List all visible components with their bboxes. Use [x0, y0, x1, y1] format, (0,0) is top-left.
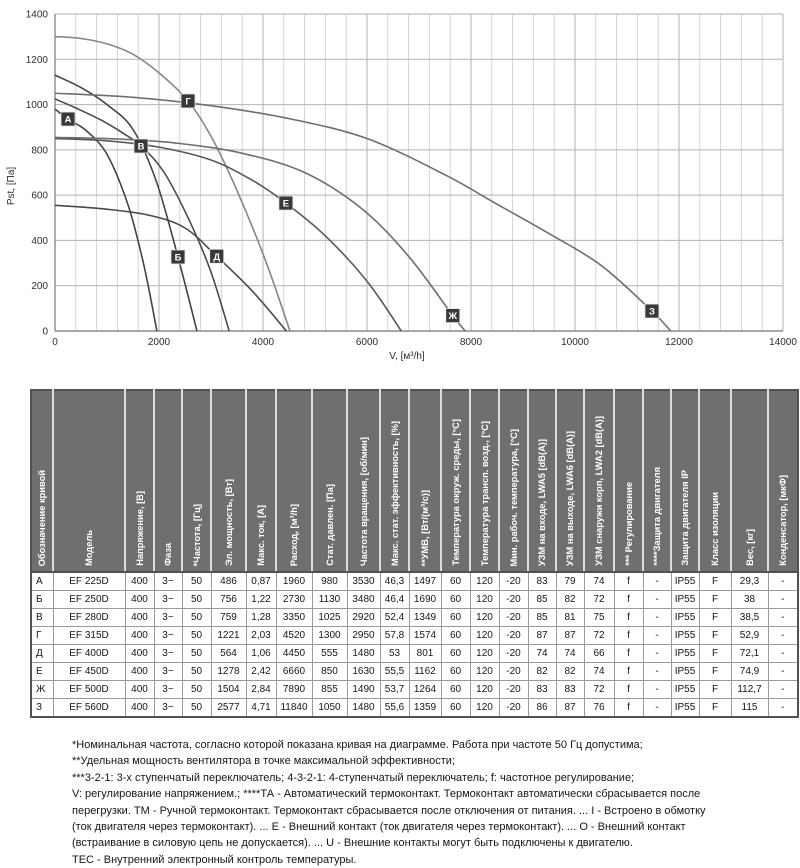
- cell: -20: [499, 645, 528, 663]
- col-header: [768, 390, 798, 572]
- cell: 60: [441, 663, 470, 681]
- cell: 801: [409, 645, 441, 663]
- cell: З: [31, 699, 53, 718]
- table-row: [31, 699, 798, 718]
- curve-З: [55, 93, 671, 331]
- cell: 2,42: [246, 663, 276, 681]
- cell: -: [643, 591, 671, 609]
- curve-label-Б: Б: [174, 252, 182, 264]
- cell: -: [643, 627, 671, 645]
- cell: 555: [312, 645, 347, 663]
- col-header: [312, 390, 347, 572]
- cell: 3~: [154, 681, 182, 699]
- cell: 60: [441, 572, 470, 591]
- y-tick-label: 1200: [25, 54, 48, 66]
- cell: f: [614, 645, 643, 663]
- spec-table: [30, 389, 799, 718]
- cell: 50: [182, 591, 211, 609]
- footnote-line: (ток двигателя через термоконтакт). ... Е - Внешний контакт (ток двигателя через термоконтакт). ... О - Внешний контакт: [72, 821, 686, 834]
- col-header: [276, 390, 312, 572]
- cell: 53,7: [380, 681, 409, 699]
- cell: 400: [125, 591, 154, 609]
- cell: 46,4: [380, 591, 409, 609]
- cell: 855: [312, 681, 347, 699]
- col-header: [556, 390, 584, 572]
- cell: Ж: [31, 681, 53, 699]
- cell: 400: [125, 645, 154, 663]
- cell: F: [699, 572, 731, 591]
- col-header-label: Частота вращения, [об/мин]: [358, 437, 369, 566]
- cell: -: [768, 572, 798, 591]
- cell: 1960: [276, 572, 312, 591]
- cell: 74: [584, 572, 614, 591]
- x-tick-label: 14000: [769, 337, 797, 348]
- table-row: [31, 627, 798, 645]
- cell: -: [768, 645, 798, 663]
- curve-label-Ж: Ж: [448, 311, 458, 323]
- cell: 1504: [211, 681, 246, 699]
- cell: 2730: [276, 591, 312, 609]
- cell: 81: [556, 609, 584, 627]
- cell: IP55: [671, 591, 699, 609]
- cell: 1,28: [246, 609, 276, 627]
- cell: 3~: [154, 572, 182, 591]
- cell: IP55: [671, 663, 699, 681]
- col-header-label: Модель: [84, 530, 94, 566]
- cell: 400: [125, 609, 154, 627]
- cell: 120: [470, 591, 499, 609]
- cell: EF 250D: [53, 591, 125, 609]
- cell: 120: [470, 681, 499, 699]
- cell: 1300: [312, 627, 347, 645]
- footnote-line: перегрузки. ТМ - Ручной термоконтакт. Термоконтакт сбрасывается после отключения от питания. ... I - Встроено в обмотку: [72, 804, 706, 817]
- cell: -: [643, 681, 671, 699]
- y-axis-title: Pst, [Па]: [6, 166, 17, 206]
- col-header: [731, 390, 768, 572]
- cell: 60: [441, 609, 470, 627]
- cell: -: [643, 663, 671, 681]
- cell: 3~: [154, 627, 182, 645]
- cell: 2577: [211, 699, 246, 718]
- footnote-line: ***3-2-1: 3-х ступенчатый переключатель; 4-3-2-1: 4-ступенчатый переключатель; f: частотное регулирование;: [72, 771, 635, 784]
- cell: -20: [499, 591, 528, 609]
- y-tick-label: 400: [31, 235, 48, 247]
- cell: 79: [556, 572, 584, 591]
- cell: 50: [182, 609, 211, 627]
- cell: 72: [584, 627, 614, 645]
- fan-performance-chart: [0, 0, 800, 372]
- y-tick-label: 200: [31, 281, 48, 293]
- cell: 400: [125, 572, 154, 591]
- cell: f: [614, 572, 643, 591]
- cell: IP55: [671, 699, 699, 718]
- cell: 3~: [154, 591, 182, 609]
- cell: EF 500D: [53, 681, 125, 699]
- cell: 4450: [276, 645, 312, 663]
- col-header: [154, 390, 182, 572]
- cell: 1630: [347, 663, 380, 681]
- cell: -: [768, 663, 798, 681]
- cell: 38: [731, 591, 768, 609]
- cell: 2,03: [246, 627, 276, 645]
- cell: F: [699, 645, 731, 663]
- cell: -20: [499, 681, 528, 699]
- col-header-label: Расход, [м³/h]: [289, 503, 299, 566]
- cell: 1480: [347, 645, 380, 663]
- cell: 120: [470, 572, 499, 591]
- footnote-line: *Номинальная частота, согласно которой показана кривая на диаграмме. Работа при частоте 50 Гц допустима;: [72, 739, 643, 751]
- cell: 6660: [276, 663, 312, 681]
- cell: 60: [441, 645, 470, 663]
- cell: 50: [182, 627, 211, 645]
- col-header-label: Макс. ток, [А]: [256, 505, 266, 566]
- col-header-label: Мин. рабоч. температура, [°C]: [508, 428, 519, 566]
- cell: 400: [125, 681, 154, 699]
- cell: 400: [125, 663, 154, 681]
- cell: 756: [211, 591, 246, 609]
- col-header: [499, 390, 528, 572]
- col-header: [347, 390, 380, 572]
- col-header-label: *** Регулирование: [623, 482, 634, 566]
- cell: 400: [125, 699, 154, 718]
- y-tick-label: 800: [31, 145, 48, 157]
- cell: Е: [31, 663, 53, 681]
- table-row: [31, 645, 798, 663]
- cell: 0,87: [246, 572, 276, 591]
- curve-label-Д: Д: [213, 251, 221, 263]
- cell: 3~: [154, 699, 182, 718]
- col-header: [470, 390, 499, 572]
- cell: 120: [470, 627, 499, 645]
- cell: 60: [441, 627, 470, 645]
- curve-label-В: В: [137, 141, 145, 153]
- cell: Г: [31, 627, 53, 645]
- col-header: [53, 390, 125, 572]
- cell: 486: [211, 572, 246, 591]
- col-header-label: *Частота, [Гц]: [191, 503, 202, 566]
- cell: 3~: [154, 609, 182, 627]
- col-header-label: Эл. мощность, [Вт]: [223, 479, 234, 566]
- cell: 82: [556, 591, 584, 609]
- col-header-label: Температура окруж. среды, [°C]: [450, 419, 461, 566]
- cell: 3~: [154, 645, 182, 663]
- cell: 72: [584, 681, 614, 699]
- pressure-flow-curves-svg: [0, 0, 800, 372]
- cell: IP55: [671, 645, 699, 663]
- cell: EF 225D: [53, 572, 125, 591]
- curve-Г: [55, 37, 290, 331]
- cell: 87: [556, 627, 584, 645]
- col-header: [528, 390, 556, 572]
- cell: f: [614, 699, 643, 718]
- cell: 1497: [409, 572, 441, 591]
- curve-label-З: З: [648, 306, 655, 318]
- cell: 120: [470, 609, 499, 627]
- cell: В: [31, 609, 53, 627]
- curve-label-А: А: [64, 114, 72, 126]
- cell: 57,8: [380, 627, 409, 645]
- cell: 2950: [347, 627, 380, 645]
- cell: 3530: [347, 572, 380, 591]
- cell: 66: [584, 645, 614, 663]
- cell: -: [768, 609, 798, 627]
- cell: 50: [182, 572, 211, 591]
- cell: EF 315D: [53, 627, 125, 645]
- cell: IP55: [671, 627, 699, 645]
- cell: 564: [211, 645, 246, 663]
- cell: f: [614, 609, 643, 627]
- cell: 53: [380, 645, 409, 663]
- cell: F: [699, 699, 731, 718]
- col-header-label: Стат. давлен. [Па]: [324, 484, 335, 566]
- cell: 74: [584, 663, 614, 681]
- col-header: [246, 390, 276, 572]
- cell: 3350: [276, 609, 312, 627]
- cell: -20: [499, 572, 528, 591]
- x-tick-label: 8000: [459, 337, 483, 348]
- col-header: [211, 390, 246, 572]
- cell: 55,5: [380, 663, 409, 681]
- cell: 1025: [312, 609, 347, 627]
- cell: 82: [528, 663, 556, 681]
- cell: 115: [731, 699, 768, 718]
- cell: -: [643, 699, 671, 718]
- x-tick-label: 10000: [561, 337, 589, 348]
- cell: F: [699, 681, 731, 699]
- cell: EF 280D: [53, 609, 125, 627]
- cell: -: [768, 681, 798, 699]
- cell: 60: [441, 681, 470, 699]
- curve-Е: [55, 139, 401, 331]
- cell: f: [614, 681, 643, 699]
- cell: 7890: [276, 681, 312, 699]
- table-row: [31, 572, 798, 591]
- cell: 83: [556, 681, 584, 699]
- table-row: [31, 663, 798, 681]
- y-tick-label: 1400: [25, 9, 48, 21]
- curve-В: [55, 99, 229, 331]
- cell: EF 560D: [53, 699, 125, 718]
- col-header: [409, 390, 441, 572]
- cell: -: [768, 627, 798, 645]
- cell: 759: [211, 609, 246, 627]
- cell: 52,4: [380, 609, 409, 627]
- col-header-label: Защита двигателя IP: [680, 470, 690, 566]
- cell: 74: [556, 645, 584, 663]
- cell: 60: [441, 699, 470, 718]
- spec-table-wrap: [30, 389, 800, 718]
- col-header-label: ****Защита двигателя: [652, 467, 662, 566]
- cell: 980: [312, 572, 347, 591]
- cell: Д: [31, 645, 53, 663]
- cell: 75: [584, 609, 614, 627]
- col-header-label: УЗМ снаружи корп, LWA2 [dB(A)]: [594, 416, 604, 566]
- cell: f: [614, 627, 643, 645]
- cell: 1278: [211, 663, 246, 681]
- cell: 55,6: [380, 699, 409, 718]
- cell: А: [31, 572, 53, 591]
- cell: 1480: [347, 699, 380, 718]
- col-header: [31, 390, 53, 572]
- cell: 38,5: [731, 609, 768, 627]
- cell: IP55: [671, 681, 699, 699]
- col-header: [441, 390, 470, 572]
- footnote-line: (встраивание в силовую цепь не допускается). ... U - Внешние контакты могут быть подключены к двигателю.: [72, 837, 633, 850]
- cell: F: [699, 627, 731, 645]
- cell: F: [699, 663, 731, 681]
- y-tick-label: 1000: [25, 100, 48, 112]
- cell: 1,22: [246, 591, 276, 609]
- col-header-label: Вес, [кг]: [744, 529, 755, 566]
- cell: 2920: [347, 609, 380, 627]
- footnotes: [72, 737, 780, 868]
- cell: 50: [182, 645, 211, 663]
- cell: 1050: [312, 699, 347, 718]
- cell: IP55: [671, 572, 699, 591]
- y-tick-label: 0: [42, 326, 48, 338]
- cell: 85: [528, 609, 556, 627]
- cell: 82: [556, 663, 584, 681]
- cell: 120: [470, 663, 499, 681]
- col-header-label: Напряжение, [В]: [134, 491, 145, 566]
- cell: 1221: [211, 627, 246, 645]
- col-header: [584, 390, 614, 572]
- cell: 50: [182, 681, 211, 699]
- col-header: [380, 390, 409, 572]
- cell: 50: [182, 699, 211, 718]
- cell: 46,3: [380, 572, 409, 591]
- x-tick-label: 6000: [355, 337, 379, 348]
- cell: 120: [470, 699, 499, 718]
- curve-Ж: [55, 137, 465, 331]
- cell: f: [614, 663, 643, 681]
- cell: -20: [499, 699, 528, 718]
- cell: 60: [441, 591, 470, 609]
- cell: 2,84: [246, 681, 276, 699]
- cell: f: [614, 591, 643, 609]
- cell: 72,1: [731, 645, 768, 663]
- cell: -: [643, 645, 671, 663]
- footnote-line: V: регулирование напряжением.; ****ТА - Автоматический термоконтакт. Термоконтакт автоматически сбрасывается после: [72, 788, 701, 801]
- col-header-label: Конденсатор, [мкФ]: [778, 475, 788, 566]
- cell: 1130: [312, 591, 347, 609]
- cell: IP55: [671, 609, 699, 627]
- cell: 86: [528, 699, 556, 718]
- cell: -: [643, 572, 671, 591]
- cell: 83: [528, 681, 556, 699]
- x-axis-title: V, [м³/h]: [389, 351, 425, 362]
- cell: 3480: [347, 591, 380, 609]
- cell: 11840: [276, 699, 312, 718]
- col-header: [643, 390, 671, 572]
- cell: 74: [528, 645, 556, 663]
- x-tick-label: 0: [52, 337, 58, 348]
- cell: 4520: [276, 627, 312, 645]
- x-tick-label: 2000: [147, 337, 171, 348]
- cell: -20: [499, 627, 528, 645]
- cell: 87: [528, 627, 556, 645]
- cell: EF 400D: [53, 645, 125, 663]
- cell: -: [643, 609, 671, 627]
- cell: 1162: [409, 663, 441, 681]
- table-row: [31, 681, 798, 699]
- cell: 87: [556, 699, 584, 718]
- cell: -20: [499, 663, 528, 681]
- cell: 3~: [154, 663, 182, 681]
- cell: 120: [470, 645, 499, 663]
- cell: 72: [584, 591, 614, 609]
- cell: 1349: [409, 609, 441, 627]
- cell: 76: [584, 699, 614, 718]
- cell: 85: [528, 591, 556, 609]
- cell: 1,06: [246, 645, 276, 663]
- col-header-label: Класс изоляции: [710, 492, 720, 566]
- footnote-line: **Удельная мощность вентилятора в точке максимальной эффективности;: [72, 755, 455, 768]
- cell: 29,3: [731, 572, 768, 591]
- cell: 850: [312, 663, 347, 681]
- cell: 52,9: [731, 627, 768, 645]
- col-header-label: **УМВ, [Вт/(м³/с)]: [420, 489, 430, 566]
- cell: 83: [528, 572, 556, 591]
- table-row: [31, 591, 798, 609]
- cell: -: [768, 699, 798, 718]
- cell: -20: [499, 609, 528, 627]
- col-header: [699, 390, 731, 572]
- curve-label-Е: Е: [282, 198, 290, 210]
- cell: 112,7: [731, 681, 768, 699]
- x-tick-label: 12000: [665, 337, 693, 348]
- col-header-label: Фаза: [163, 543, 173, 566]
- cell: EF 450D: [53, 663, 125, 681]
- x-tick-label: 4000: [251, 337, 275, 348]
- table-row: [31, 609, 798, 627]
- col-header-label: Обозначение кривой: [37, 469, 47, 566]
- cell: -: [768, 591, 798, 609]
- y-tick-label: 600: [31, 190, 48, 202]
- cell: 1690: [409, 591, 441, 609]
- cell: F: [699, 609, 731, 627]
- cell: F: [699, 591, 731, 609]
- cell: 1359: [409, 699, 441, 718]
- col-header: [614, 390, 643, 572]
- cell: 1490: [347, 681, 380, 699]
- cell: 400: [125, 627, 154, 645]
- col-header: [671, 390, 699, 572]
- cell: 74,9: [731, 663, 768, 681]
- col-header-label: Макс. стат. эффективность, [%]: [389, 420, 400, 566]
- col-header-label: УЗМ на выходе, LWA6 [dB(A)]: [565, 430, 575, 566]
- curve-label-Г: Г: [185, 96, 191, 108]
- col-header: [182, 390, 211, 572]
- col-header-label: Температура трансп. возд., [°C]: [479, 420, 490, 566]
- col-header: [125, 390, 154, 572]
- cell: 1264: [409, 681, 441, 699]
- col-header-label: УЗМ на входе, LWA5 [dB(A)]: [537, 438, 547, 566]
- cell: 1574: [409, 627, 441, 645]
- cell: 4,71: [246, 699, 276, 718]
- cell: Б: [31, 591, 53, 609]
- footnote-line: ТЕС - Внутренний электронный контроль температуры.: [72, 853, 357, 866]
- cell: 50: [182, 663, 211, 681]
